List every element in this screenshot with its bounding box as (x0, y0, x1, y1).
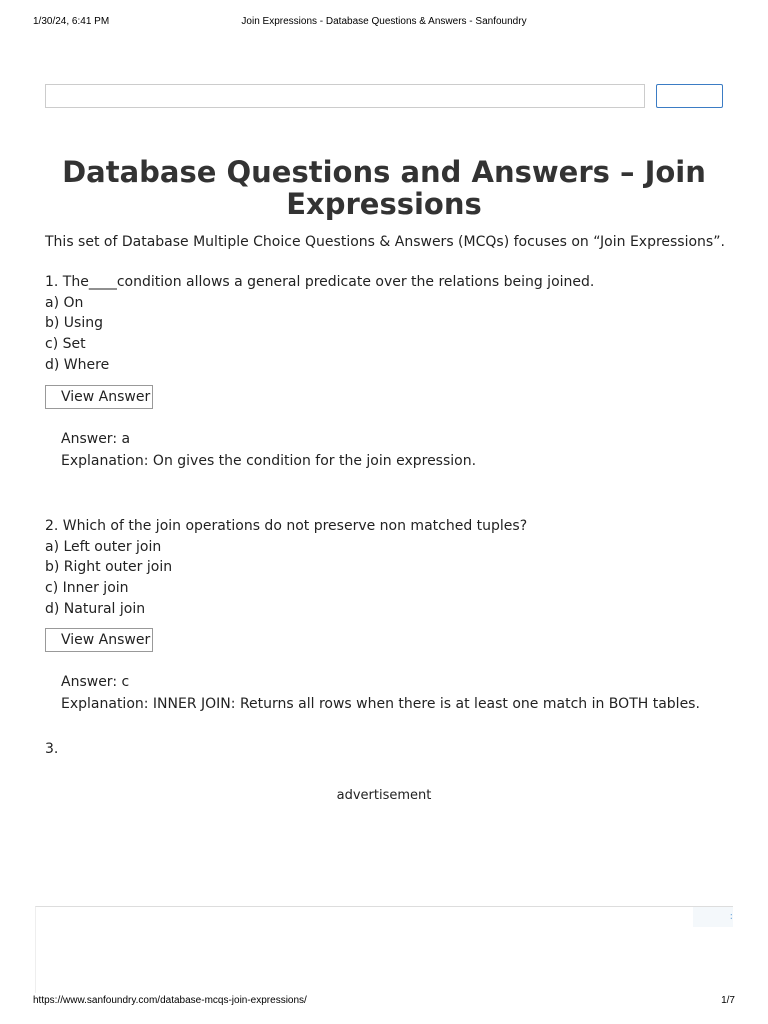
print-datetime: 1/30/24, 6:41 PM (33, 16, 110, 27)
option: d) Natural join (45, 600, 146, 617)
option: c) Inner join (45, 580, 129, 597)
search-input[interactable] (45, 84, 645, 108)
option: b) Using (45, 315, 103, 332)
print-url: https://www.sanfoundry.com/database-mcqs-join-expressions/ (33, 995, 307, 1006)
print-doc-title: Join Expressions - Database Questions & Answers - Sanfoundry (241, 16, 527, 27)
print-page-number: 1/7 (721, 995, 735, 1006)
question-text: 1. The____condition allows a general predicate over the relations being joined. (45, 274, 595, 290)
question-1 (45, 272, 594, 376)
answer-text: Answer: c (61, 674, 130, 690)
question-2 (45, 516, 527, 620)
page-title: Database Questions and Answers – Join Expressions (62, 155, 706, 222)
intro-text: This set of Database Multiple Choice Questions & Answers (MCQs) focuses on “Join Expressions”. (45, 234, 725, 250)
advertisement-frame[interactable] (35, 906, 733, 993)
option: a) Left outer join (45, 538, 162, 555)
answer-text: Answer: a (61, 431, 131, 447)
advertisement-label: advertisement (336, 788, 432, 803)
ad-options-icon[interactable]: : (693, 907, 733, 927)
explanation-text: Explanation: On gives the condition for the join expression. (61, 452, 477, 469)
view-answer-button[interactable]: View Answer (45, 385, 153, 409)
question-3-number: 3. (45, 741, 59, 757)
answer-block-2 (61, 672, 700, 715)
explanation-text: Explanation: INNER JOIN: Returns all rows when there is at least one match in BOTH tables. (61, 695, 700, 712)
question-text: 2. Which of the join operations do not preserve non matched tuples? (45, 518, 528, 534)
option: b) Right outer join (45, 559, 173, 576)
option: d) Where (45, 356, 110, 373)
search-button[interactable] (656, 84, 723, 108)
option: c) Set (45, 336, 86, 353)
view-answer-button[interactable]: View Answer (45, 628, 153, 652)
option: a) On (45, 294, 84, 311)
answer-block-1 (61, 429, 476, 472)
